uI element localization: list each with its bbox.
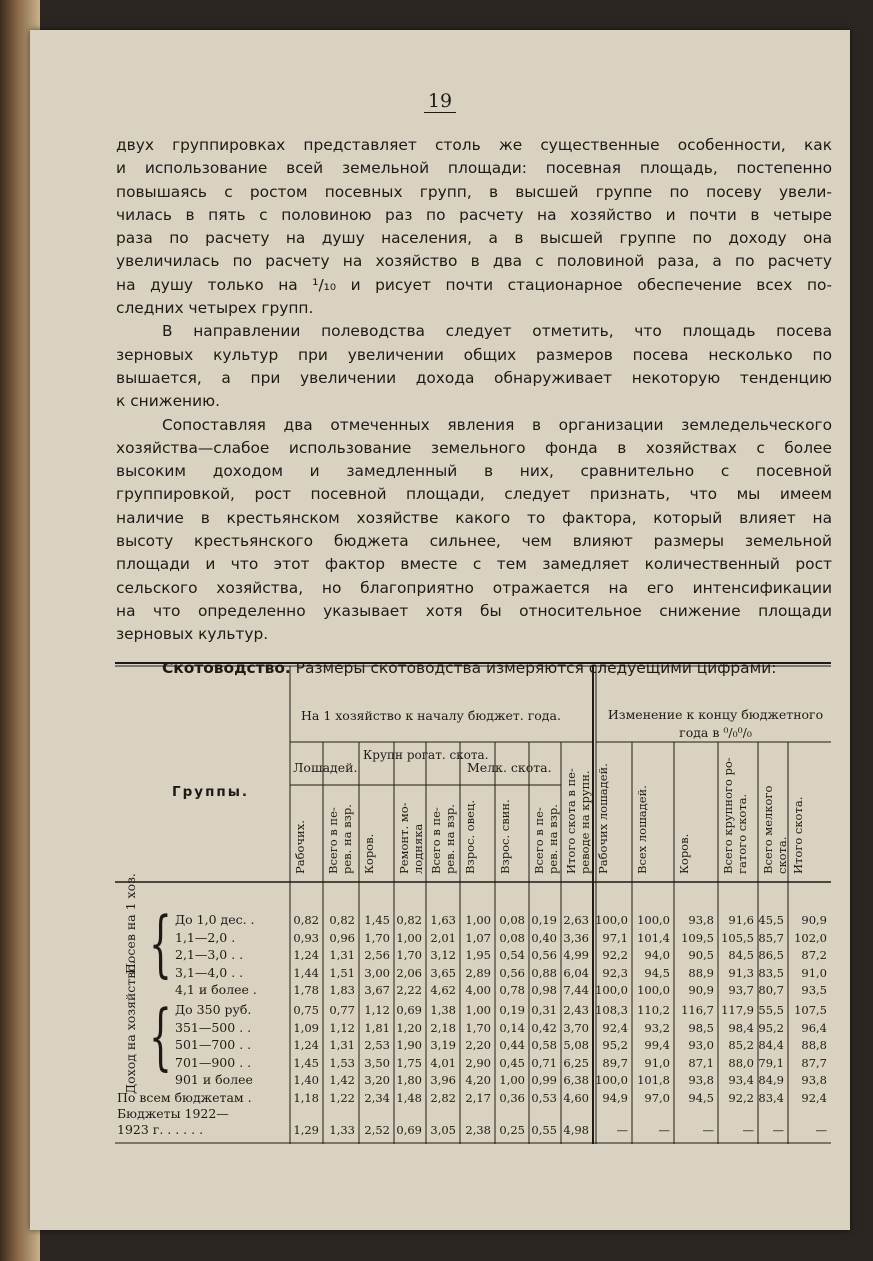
table-cell: 1,38 <box>430 1003 456 1017</box>
text-line: наличие в крестьянском хозяйстве какого то фактора, который влияет на <box>116 508 832 527</box>
table-cell: 0,14 <box>499 1020 525 1035</box>
table-cell: 84,4 <box>758 1038 784 1052</box>
header-change: Изменение к концу бюджетного года в ⁰/₀⁰/₀ <box>607 707 824 740</box>
table-cell: 3,19 <box>430 1038 456 1052</box>
table-cell: 93,0 <box>688 1038 714 1052</box>
text-line: к снижению. <box>116 392 220 411</box>
table-cell: 97,0 <box>644 1091 670 1105</box>
table-cell: 116,7 <box>681 1003 714 1017</box>
table-cell: 3,70 <box>563 1020 589 1035</box>
table-cell: 100,0 <box>595 983 628 997</box>
table-cell: 1,40 <box>293 1073 319 1087</box>
column-header: Всего в пе-​рев. на взр. <box>532 804 560 874</box>
table-cell: 6,04 <box>563 965 589 980</box>
table-cell: 1,07 <box>465 930 491 945</box>
table-cell: 107,5 <box>794 1003 827 1017</box>
table-cell: 92,2 <box>728 1091 754 1105</box>
table-cell: 89,7 <box>602 1055 628 1070</box>
table-cell: 90,5 <box>688 948 714 962</box>
table-cell: 0,69 <box>396 1003 422 1017</box>
header-per-household: На 1 хозяйство к началу бюджет. года. <box>301 708 561 723</box>
table-cell: 0,31 <box>531 1003 557 1017</box>
table-cell: 1,31 <box>329 1038 355 1052</box>
table-cell: 94,5 <box>644 965 670 980</box>
table-cell: 2,22 <box>396 983 422 997</box>
table-cell: 7,44 <box>563 983 589 997</box>
page-number: 19 <box>30 90 850 112</box>
table-cell: 87,2 <box>801 948 827 962</box>
table-cell: 2,34 <box>364 1091 390 1105</box>
table-cell: 6,38 <box>563 1073 589 1087</box>
row-label: 4,1 и более . <box>175 982 257 997</box>
column-header: Коров. <box>677 833 691 874</box>
table-cell: 0,88 <box>531 965 557 980</box>
header-horses: Лошадей. <box>293 760 358 775</box>
table-cell: 2,06 <box>396 965 422 980</box>
table-cell: 1,70 <box>465 1020 491 1035</box>
table-cell: 1,51 <box>329 965 355 980</box>
table-cell: 1,00 <box>396 930 422 945</box>
section-label-income: Доход на хозяйство. <box>123 960 138 1094</box>
table-cell: 1,75 <box>396 1055 422 1070</box>
table-cell: 2,18 <box>430 1020 456 1035</box>
table-cell: 0,71 <box>531 1055 557 1070</box>
table-cell: 1,95 <box>465 948 491 962</box>
column-header: Коров. <box>362 833 376 874</box>
column-header: Всего крупного ро-​гатого скота. <box>721 757 749 874</box>
column-header: Рабочих лошадей. <box>596 763 610 874</box>
text-line: двух группировках представляет столь же существенные особенности, как <box>116 136 832 154</box>
section-brace: { <box>149 994 172 1078</box>
table-cell: 109,5 <box>681 930 714 945</box>
table-cell: 94,9 <box>602 1091 628 1105</box>
table-cell: — <box>616 1123 628 1137</box>
table-cell: 100,0 <box>637 913 670 927</box>
table-cell: 1,24 <box>293 1038 319 1052</box>
row-label: 1923 г. . . . . . <box>117 1122 204 1137</box>
table-cell: 0,93 <box>293 930 319 945</box>
text-line: зерновых культур. <box>116 625 269 644</box>
row-label: 501—700 . . <box>175 1037 252 1052</box>
table-cell: 90,9 <box>688 983 714 997</box>
table-cell: 0,58 <box>531 1038 557 1052</box>
table-cell: 101,8 <box>637 1073 670 1087</box>
table-cell: 4,99 <box>563 948 589 962</box>
table-cell: — <box>815 1123 827 1137</box>
table-cell: 88,0 <box>728 1055 754 1070</box>
table-cell: 93,7 <box>728 983 754 997</box>
table-cell: 4,98 <box>563 1123 589 1137</box>
table-cell: 90,9 <box>801 913 827 927</box>
section-label-sowing: Посев на 1 хоз. <box>123 873 138 974</box>
table-cell: 93,5 <box>801 983 827 997</box>
table-cell: 1,45 <box>293 1055 319 1070</box>
table-cell: 3,65 <box>430 965 456 980</box>
paragraph <box>116 320 832 413</box>
table-cell: 0,36 <box>499 1091 525 1105</box>
table-cell: 92,2 <box>602 948 628 962</box>
text-line: площади и что этот фактор вместе с тем замедляет количественный рост <box>116 555 832 574</box>
table-cell: 88,8 <box>801 1038 827 1052</box>
text-line: хозяйства—слабое использование земельного фонда в хозяйствах с более <box>116 438 832 457</box>
table-cell: 6,25 <box>563 1055 589 1070</box>
table-cell: 0,56 <box>499 965 525 980</box>
text-line: группировкой, рост посевной площади, следует признать, что мы имеем <box>116 485 832 504</box>
text-line: В направлении полеводства следует отметить, что площадь посева <box>162 322 832 341</box>
table-cell: 91,0 <box>801 965 827 980</box>
table-cell: 1,09 <box>293 1020 319 1035</box>
text-line: следних четырех групп. <box>116 299 314 318</box>
table-cell: 2,43 <box>563 1003 589 1017</box>
table-cell: 4,00 <box>465 983 491 997</box>
table-cell: 84,9 <box>758 1073 784 1087</box>
table-cell: — <box>772 1123 784 1137</box>
table-cell: 0,19 <box>531 913 557 927</box>
table-cell: 2,56 <box>364 948 390 962</box>
table-cell: 93,2 <box>644 1020 670 1035</box>
column-header: Итого скота в пе-​реводе на крупн. <box>564 768 592 874</box>
table-cell: 1,31 <box>329 948 355 962</box>
table-cell: 0,44 <box>499 1038 525 1052</box>
text-line: на что определенно указывает хотя бы относительное снижение площади <box>116 601 832 620</box>
table-cell: 0,69 <box>396 1123 422 1137</box>
text-line: высоту крестьянского бюджета сильнее, чем влияют размеры земельной <box>116 532 832 551</box>
text-line: чилась в пять с половиною раз по расчету на хозяйство и почти в четыре <box>116 205 832 224</box>
table-cell: 1,44 <box>293 965 319 980</box>
table-cell: 1,90 <box>396 1038 422 1052</box>
row-label: Бюджеты 1922— <box>117 1106 229 1121</box>
row-label: 901 и более <box>175 1072 253 1087</box>
row-label: По всем бюджетам . <box>117 1090 252 1105</box>
table-cell: 2,63 <box>563 913 589 927</box>
header-small-livestock: Мелк. скота. <box>467 760 552 775</box>
table-cell: 1,24 <box>293 948 319 962</box>
table-cell: 88,9 <box>688 965 714 980</box>
table-cell: — <box>702 1123 714 1137</box>
table-cell: 55,5 <box>758 1003 784 1017</box>
table-cell: 110,2 <box>637 1003 670 1017</box>
text-line: на душу только на ¹/₁₀ и рисует почти стационарное обеспечение всех по- <box>116 275 832 294</box>
table-cell: 0,98 <box>531 983 557 997</box>
table-cell: 85,2 <box>728 1038 754 1052</box>
text-line: увеличилась по расчету на хозяйство в два с половиной раза, а по расчету <box>116 252 832 271</box>
table-cell: 87,1 <box>688 1055 714 1070</box>
book-page <box>30 30 850 1230</box>
table-cell: 96,4 <box>801 1020 827 1035</box>
caption-text: Размеры скотоводства измеряются следуещими цифрами: <box>290 658 777 677</box>
table-cell: 1,81 <box>364 1020 390 1035</box>
column-header: Итого скота. <box>791 796 805 874</box>
table-cell: 108,3 <box>595 1003 628 1017</box>
column-header: Рабочих. <box>293 820 307 874</box>
table-cell: 79,1 <box>758 1055 784 1070</box>
table-cell: 3,05 <box>430 1123 456 1137</box>
body-text <box>116 134 832 680</box>
table-cell: 93,8 <box>688 1073 714 1087</box>
table-cell: 0,19 <box>499 1003 525 1017</box>
table-cell: 83,4 <box>758 1091 784 1105</box>
table-cell: 3,50 <box>364 1055 390 1070</box>
table-cell: 1,70 <box>396 948 422 962</box>
table-cell: 45,5 <box>758 913 784 927</box>
table-cell: 100,0 <box>595 913 628 927</box>
table-cell: 94,5 <box>688 1091 714 1105</box>
paragraph <box>116 134 832 320</box>
table-cell: 0,53 <box>531 1091 557 1105</box>
column-header: Взрос. свин. <box>498 799 512 874</box>
table-cell: 0,82 <box>396 913 422 927</box>
paragraph <box>116 414 832 647</box>
table-cell: 3,00 <box>364 965 390 980</box>
table-cell: 0,75 <box>293 1003 319 1017</box>
table-cell: 2,17 <box>465 1091 491 1105</box>
table-cell: 5,08 <box>563 1038 589 1052</box>
table-cell: 2,90 <box>465 1055 491 1070</box>
table-cell: 3,96 <box>430 1073 456 1087</box>
table-cell: 1,12 <box>364 1003 390 1017</box>
table-cell: 80,7 <box>758 983 784 997</box>
table-cell: 2,52 <box>364 1123 390 1137</box>
table-cell: 3,12 <box>430 948 456 962</box>
table-cell: 1,45 <box>364 913 390 927</box>
table-cell: — <box>658 1123 670 1137</box>
text-line: повышаясь с ростом посевных групп, в высшей группе по посеву увели- <box>116 182 832 201</box>
row-label: До 350 руб. <box>175 1002 252 1017</box>
row-label: 2,1—3,0 . . <box>175 947 244 962</box>
table-cell: 92,3 <box>602 965 628 980</box>
column-header: Взрос. овец. <box>463 799 477 874</box>
table-cell: 0,77 <box>329 1003 355 1017</box>
caption-heading: Скотоводство. <box>162 658 291 677</box>
table-cell: 2,38 <box>465 1123 491 1137</box>
table-cell: 1,33 <box>329 1123 355 1137</box>
table-cell: 93,8 <box>801 1073 827 1087</box>
text-line: зерновых культур при увеличении общих размеров посева несколько по <box>116 345 832 364</box>
row-label: 3,1—4,0 . . <box>175 964 244 980</box>
table-cell: 1,12 <box>329 1020 355 1035</box>
table-cell: 98,4 <box>728 1020 754 1035</box>
table-cell: 0,08 <box>499 913 525 927</box>
table-cell: 102,0 <box>794 930 827 945</box>
table-cell: 1,00 <box>465 1003 491 1017</box>
table-cell: 83,5 <box>758 965 784 980</box>
table-cell: 117,9 <box>721 1003 754 1017</box>
table-cell: 93,4 <box>728 1073 754 1087</box>
table-cell: 0,42 <box>531 1020 557 1035</box>
table-cell: 94,0 <box>644 948 670 962</box>
table-cell: 95,2 <box>602 1038 628 1052</box>
table-cell: 4,62 <box>430 983 456 997</box>
column-header: Ремонт. мо-​лодняка <box>397 802 425 874</box>
table-cell: 91,0 <box>644 1055 670 1070</box>
table-cell: 0,08 <box>499 930 525 945</box>
text-line: и использование всей земельной площади: посевная площадь, постепенно <box>116 159 832 178</box>
table-cell: 97,1 <box>602 930 628 945</box>
table-cell: 0,82 <box>293 913 319 927</box>
table-cell: 2,53 <box>364 1038 390 1052</box>
table-cell: 0,78 <box>499 983 525 997</box>
table-cell: 91,6 <box>728 913 754 927</box>
table-cell: 100,0 <box>637 983 670 997</box>
table-cell: 1,80 <box>396 1073 422 1087</box>
table-cell: 92,4 <box>801 1091 827 1105</box>
groups-header: Группы. <box>172 784 250 800</box>
table-cell: 98,5 <box>688 1020 714 1035</box>
table-cell: 85,7 <box>758 930 784 945</box>
table-cell: 100,0 <box>595 1073 628 1087</box>
table-cell: 105,5 <box>721 930 754 945</box>
table-cell: 0,54 <box>499 948 525 962</box>
text-line: раза по расчету на душу населения, а в высшей группе по доходу она <box>116 229 832 248</box>
text-line: сельского хозяйства, но благоприятно отражается на его интенсификации <box>116 578 832 597</box>
table-cell: 1,22 <box>329 1091 355 1105</box>
table-cell: 1,48 <box>396 1091 422 1105</box>
table-cell: 93,8 <box>688 913 714 927</box>
table-cell: 95,2 <box>758 1020 784 1035</box>
table-cell: 0,45 <box>499 1055 525 1070</box>
table-cell: 2,82 <box>430 1091 456 1105</box>
table-cell: 0,82 <box>329 913 355 927</box>
table-cell: 86,5 <box>758 948 784 962</box>
table-cell: — <box>742 1123 754 1137</box>
table-cell: 91,3 <box>728 965 754 980</box>
text-line: Сопоставляя два отмеченных явления в организации земледельческого <box>162 415 832 434</box>
row-label: 351—500 . . <box>175 1019 252 1035</box>
table-cell: 0,25 <box>499 1123 525 1137</box>
table-cell: 92,4 <box>602 1020 628 1035</box>
table-cell: 4,60 <box>563 1091 589 1105</box>
row-label: 701—900 . . <box>175 1054 252 1070</box>
table-cell: 1,20 <box>396 1020 422 1035</box>
table-cell: 1,83 <box>329 983 355 997</box>
table-cell: 3,36 <box>563 930 589 945</box>
table-cell: 87,7 <box>801 1055 827 1070</box>
table-cell: 2,89 <box>465 965 491 980</box>
section-brace: { <box>149 901 172 985</box>
table-cell: 1,00 <box>499 1073 525 1087</box>
table-cell: 0,55 <box>531 1123 557 1137</box>
table-cell: 0,40 <box>531 930 557 945</box>
table-cell: 0,96 <box>329 930 355 945</box>
table-cell: 101,4 <box>637 930 670 945</box>
table-cell: 1,78 <box>293 983 319 997</box>
table-cell: 99,4 <box>644 1038 670 1052</box>
text-line: вышается, а при увеличении дохода обнаруживает некоторую тенденцию <box>116 368 832 387</box>
table-cell: 1,70 <box>364 930 390 945</box>
table-cell: 1,42 <box>329 1073 355 1087</box>
header-cattle: Крупн рогат. скота. <box>363 748 489 762</box>
table-cell: 1,63 <box>430 913 456 927</box>
table-cell: 2,20 <box>465 1038 491 1052</box>
row-label: 1,1—2,0 . <box>175 929 236 945</box>
table-cell: 2,01 <box>430 930 456 945</box>
table-cell: 1,00 <box>465 913 491 927</box>
table-cell: 3,67 <box>364 983 390 997</box>
livestock-table <box>115 662 831 1144</box>
table-cell: 4,01 <box>430 1055 456 1070</box>
table-cell: 84,5 <box>728 948 754 962</box>
table-cell: 1,18 <box>293 1091 319 1105</box>
table-cell: 0,99 <box>531 1073 557 1087</box>
table-cell: 1,29 <box>293 1123 319 1137</box>
text-line: высоким доходом и замедленный в них, сравнительно с посевной <box>116 462 832 481</box>
column-header: Всего мелкого скота. <box>761 785 789 874</box>
column-header: Всех лошадей. <box>635 785 649 874</box>
table-cell: 1,53 <box>329 1055 355 1070</box>
table-cell: 3,20 <box>364 1073 390 1087</box>
row-label: До 1,0 дес. . <box>175 912 255 927</box>
table-cell: 0,56 <box>531 948 557 962</box>
column-header: Всего в пе-​рев. на взр. <box>429 804 457 874</box>
table-cell: 4,20 <box>465 1073 491 1087</box>
column-header: Всего в пе-​рев. на взр. <box>326 804 354 874</box>
